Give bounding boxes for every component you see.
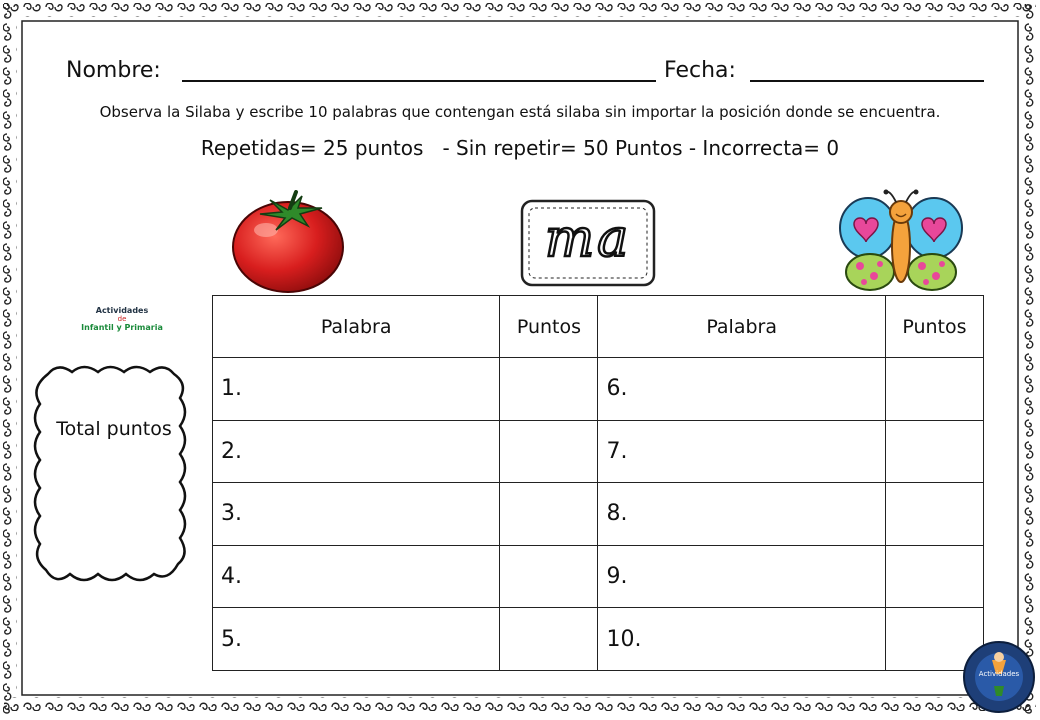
site-badge xyxy=(962,640,1036,714)
date-field[interactable] xyxy=(750,80,984,82)
logo-line-2: de xyxy=(117,315,127,323)
logo-line-3: Infantil y Primaria xyxy=(81,323,163,332)
points-cell[interactable] xyxy=(885,483,983,546)
scoring-rules: Repetidas= 25 puntos - Sin repetir= 50 Puntos - Incorrecta= 0 xyxy=(200,136,840,160)
points-cell[interactable] xyxy=(500,483,598,546)
word-cell[interactable]: 3. xyxy=(213,483,500,546)
total-points-box xyxy=(28,360,192,592)
header-palabra-1: Palabra xyxy=(213,296,500,358)
points-cell[interactable] xyxy=(885,358,983,421)
word-cell[interactable]: 5. xyxy=(213,608,500,671)
points-cell[interactable] xyxy=(885,545,983,608)
total-points-label: Total puntos xyxy=(56,418,172,440)
points-cell[interactable] xyxy=(500,420,598,483)
words-table xyxy=(212,295,984,671)
word-cell[interactable]: 4. xyxy=(213,545,500,608)
name-field[interactable] xyxy=(182,80,656,82)
badge-text: Actividades xyxy=(978,670,1020,678)
table-row xyxy=(213,358,984,421)
points-cell[interactable] xyxy=(500,545,598,608)
points-cell[interactable] xyxy=(500,358,598,421)
butterfly-image xyxy=(838,186,964,294)
header-puntos-1: Puntos xyxy=(500,296,598,358)
header-palabra-2: Palabra xyxy=(598,296,885,358)
table-row xyxy=(213,420,984,483)
word-cell[interactable]: 7. xyxy=(598,420,885,483)
table-row xyxy=(213,545,984,608)
logo-line-1: Actividades xyxy=(95,306,149,315)
word-cell[interactable]: 1. xyxy=(213,358,500,421)
word-cell[interactable]: 2. xyxy=(213,420,500,483)
points-cell[interactable] xyxy=(885,420,983,483)
site-logo xyxy=(72,306,172,346)
table-row xyxy=(213,608,984,671)
word-cell[interactable]: 9. xyxy=(598,545,885,608)
points-cell[interactable] xyxy=(500,608,598,671)
syllable-text: ma xyxy=(544,209,632,269)
header-puntos-2: Puntos xyxy=(885,296,983,358)
word-cell[interactable]: 10. xyxy=(598,608,885,671)
table-row xyxy=(213,483,984,546)
name-label: Nombre: xyxy=(66,58,161,83)
syllable-card xyxy=(516,195,660,291)
instructions-text: Observa la Silaba y escribe 10 palabras que contengan está silaba sin importar la posición donde se encuentra. xyxy=(99,103,941,121)
word-cell[interactable]: 8. xyxy=(598,483,885,546)
word-cell[interactable]: 6. xyxy=(598,358,885,421)
date-label: Fecha: xyxy=(664,58,736,83)
tomato-image xyxy=(230,190,348,294)
table-header-row xyxy=(213,296,984,358)
